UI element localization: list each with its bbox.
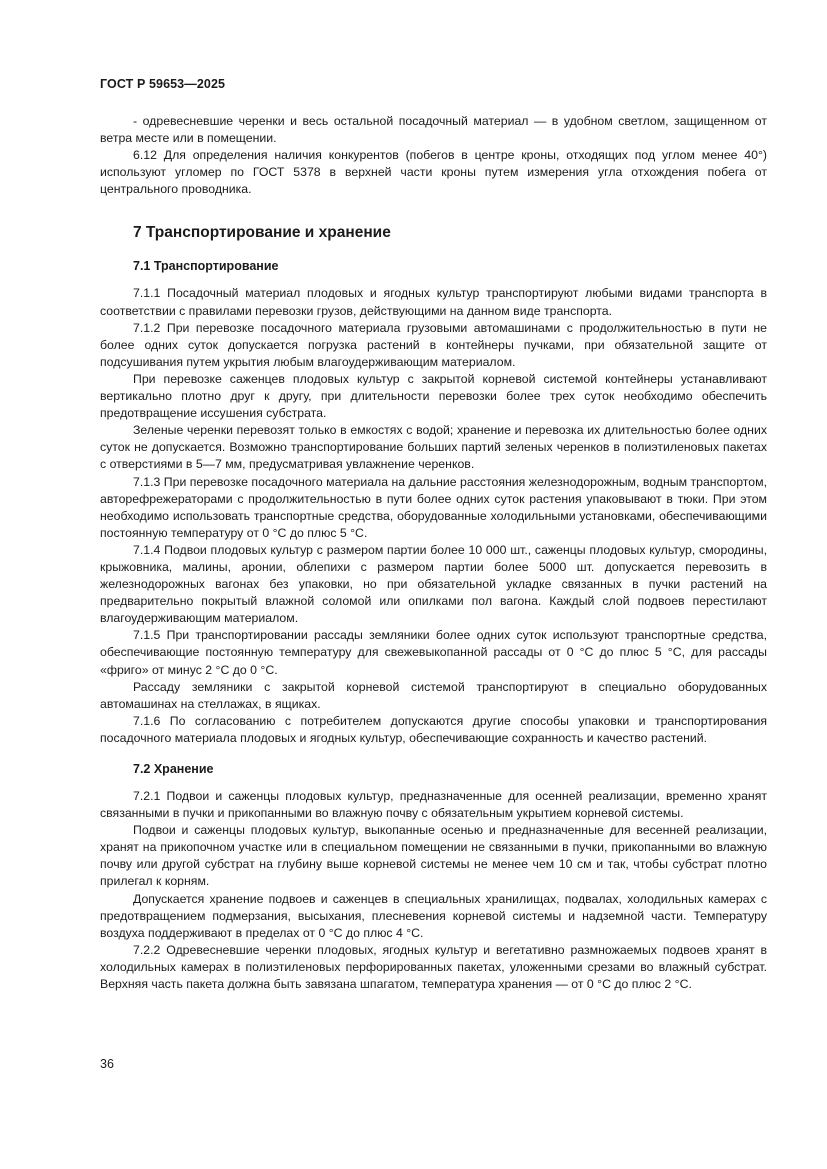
paragraph: Рассаду земляники с закрытой корневой системой транспортируют в специально оборудованных автомашинах на стеллажах, в ящиках. <box>100 679 767 711</box>
paragraph: 7.1.5 При транспортировании рассады земляники более одних суток используют транспортные средства, обеспечивающие постоянную температуру для свежевыкопанной рассады от 0 °С до плюс 5 °С, для рассады «фриго» от минус 2 °С до 0 °С. <box>100 628 767 677</box>
document-code-header: ГОСТ Р 59653—2025 <box>100 77 226 91</box>
paragraph: Подвои и саженцы плодовых культур, выкопанные осенью и предназначенные для весенней реализации, хранят на прикопочном участке или в специальном помещении не связанными в пучки, прикопанными во влажную почву или другой субстрат на глубину выше корневой системы не менее чем 10 см и так, чтобы субстрат плотно прилегал к корням. <box>100 823 767 889</box>
section-heading: 7 Транспортирование и хранение <box>133 224 391 242</box>
page-number: 36 <box>100 1057 114 1071</box>
paragraph: Зеленые черенки перевозят только в емкостях с водой; хранение и перевозка их длительностью более одних суток не допускается. Возможно транспортирование больших партий зеленых черенков в полиэтиленовых пакетах с отверстиями в 5—7 мм, предусматривая увлажнение черенков. <box>100 423 767 472</box>
paragraph: 7.1.4 Подвои плодовых культур с размером партии более 10 000 шт., саженцы плодовых культур, смородины, крыжовника, малины, аронии, облепихи с размером партии более 5000 шт. допускается перевозить в железнодорожных вагонах без упаковки, но при обязательной укладке связанных в пучки растений на предварительно покрытый влажной соломой или опилками пол вагона. Каждый слой подвоев перестилают влагоудерживающим материалом. <box>100 542 767 626</box>
paragraph: 7.1.6 По согласованию с потребителем допускаются другие способы упаковки и транспортирования посадочного материала плодовых и ягодных культур, обеспечивающие сохранность и качество растений. <box>100 713 767 745</box>
paragraph: 7.2.2 Одревесневшие черенки плодовых, ягодных культур и вегетативно размножаемых подвоев хранят в холодильных камерах в полиэтиленовых перфорированных пакетах, уложенными срезами во влажный субстрат. Верхняя часть пакета должна быть завязана шпагатом, температура хранения — от 0 °С до плюс 2 °С. <box>100 942 767 992</box>
paragraph: 7.1.3 При перевозке посадочного материала на дальние расстояния железнодорожным, водным транспортом, авторефрежераторами с продолжительностью в пути более одних суток растения упаковывают в тюки. При этом необходимо использовать транспортные средства, оборудованные холодильными установками, обеспечивающими постоянную температуру от 0 °С до плюс 5 °С. <box>100 474 767 540</box>
paragraph: - одревесневшие черенки и весь остальной посадочный материал — в удобном светлом, защищенном от ветра месте или в помещении. <box>100 114 767 146</box>
paragraph: При перевозке саженцев плодовых культур с закрытой корневой системой контейнеры устанавливают вертикально плотно друг к другу, при длительности перевозки более трех суток необходимо обеспечить предотвращение иссушения субстрата. <box>100 371 767 421</box>
subsection-heading: 7.2 Хранение <box>133 762 214 776</box>
page-content <box>100 113 767 993</box>
subsection-heading: 7.1 Транспортирование <box>133 259 279 274</box>
paragraph: 7.1.2 При перевозке посадочного материала грузовыми автомашинами с продолжительностью в пути не более одних суток допускается погрузка растений в контейнеры пучками, при обязательной защите от подсушивания путем укрытия любым влагоудерживающим материалом. <box>100 320 767 369</box>
paragraph: 6.12 Для определения наличия конкурентов (побегов в центре кроны, отходящих под углом менее 40°) используют угломер по ГОСТ 5378 в верхней части кроны путем измерения угла отхождения побега от центрального проводника. <box>100 148 767 197</box>
paragraph: Допускается хранение подвоев и саженцев в специальных хранилищах, подвалах, холодильных камерах с предотвращением подмерзания, высыхания, плесневения корневой системы и надземной части. Температуру воздуха поддерживают в пределах от 0 °С до плюс 4 °С. <box>100 891 767 940</box>
paragraph: 7.1.1 Посадочный материал плодовых и ягодных культур транспортируют любыми видами транспорта в соответствии с правилами перевозки грузов, действующими на данном виде транспорта. <box>100 286 767 318</box>
paragraph: 7.2.1 Подвои и саженцы плодовых культур, предназначенные для осенней реализации, временно хранят связанными в пучки и прикопанными во влажную почву с обязательным укрытием корневой системы. <box>100 789 767 821</box>
